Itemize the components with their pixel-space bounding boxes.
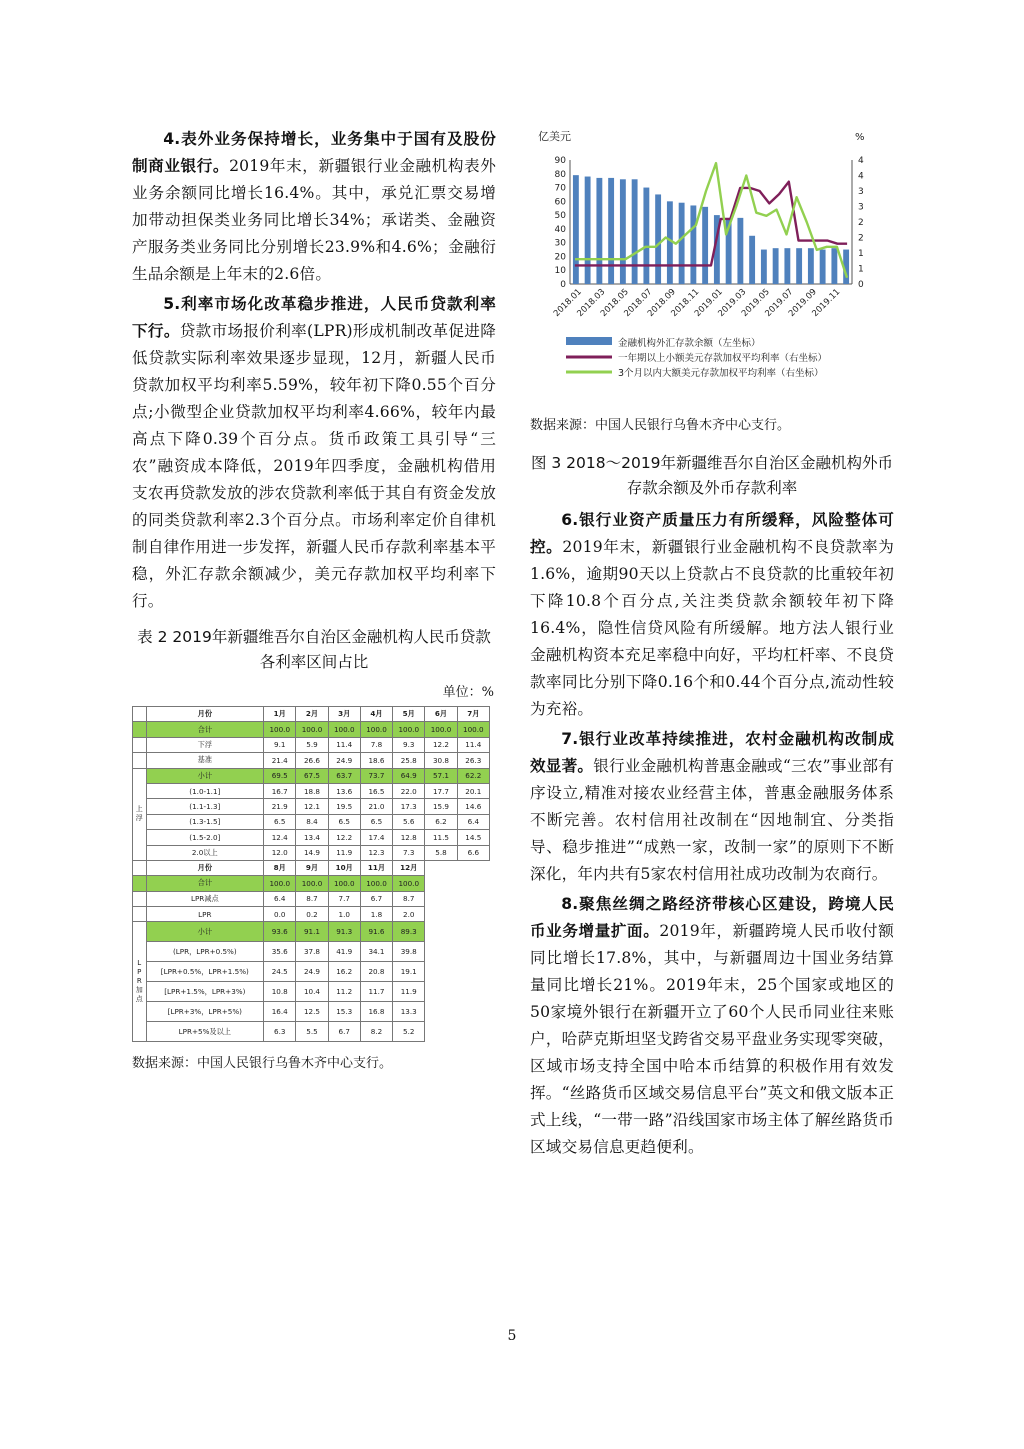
group-cell [133, 753, 147, 768]
cell-value: 8.4 [296, 814, 328, 829]
paragraph-body: 银行业金融机构普惠金融或“三农”事业部有序设立,精准对接农业经营主体，普惠金融服务体系不断完善。农村信用社改制在“因地制宜、分类指导、稳步推进”“成熟一家，改制一家”的原则下不断深化，年内共有5家农村信用社成功改制为农商行。 [530, 757, 894, 883]
cell-value: 100.0 [296, 876, 328, 891]
cell-value: 11.4 [328, 737, 360, 752]
cell-value: 18.8 [296, 783, 328, 798]
month-header-label: 月份 [146, 860, 264, 875]
cell-value: 16.7 [264, 783, 296, 798]
deposit-bar [655, 194, 661, 284]
deposit-chart [530, 126, 894, 400]
deposit-bar [737, 218, 743, 284]
y-left-tick-label: 40 [554, 224, 566, 235]
y-left-tick-label: 90 [554, 156, 566, 166]
row-label: [LPR+1.5%，LPR+3%) [146, 982, 264, 1002]
cell-value: 6.2 [425, 814, 457, 829]
x-tick-label: 2018.05 [598, 287, 631, 319]
row-label: 2.0以上 [146, 845, 264, 860]
y-left-tick-label: 10 [554, 266, 566, 277]
x-tick-label: 2018.09 [645, 287, 678, 319]
y-left-tick-label: 50 [554, 211, 566, 222]
cell-value: 100.0 [425, 722, 457, 737]
cell-value: 15.9 [425, 799, 457, 814]
row-label: LPR [146, 907, 264, 922]
legend-label: 一年期以上小额美元存款加权平均利率（右坐标） [618, 353, 828, 364]
cell-value: 64.9 [393, 768, 425, 783]
paragraph-body: 2019年，新疆跨境人民币收付额同比增长17.8%，其中，与新疆周边十国业务结算量同比增长21%。2019年末，25个国家或地区的50家境外银行在新疆开立了60个人民币同业往来账户，哈萨克斯坦坚戈跨省交易平盘业务实现零突破，区域市场支持全国中哈本币结算的积极作用有效发挥。“丝路货币区域交易信息平台”英文和俄文版本正式上线，“一带一路”沿线国家市场主体了解丝路货币区域交易信息更趋便利。 [530, 922, 894, 1156]
cell-value: 17.3 [393, 799, 425, 814]
cell-value: 19.5 [328, 799, 360, 814]
deposit-bar [796, 248, 802, 284]
rate-distribution-table [132, 706, 490, 1042]
cell-value: 100.0 [328, 876, 360, 891]
table-row [133, 799, 490, 814]
cell-value: 5.5 [296, 1022, 328, 1042]
table-unit: 单位：% [442, 685, 494, 700]
cell-value: 11.7 [360, 982, 392, 1002]
month-header: 8月 [264, 860, 296, 875]
paragraph-interest-rate [132, 291, 496, 615]
month-header: 10月 [328, 860, 360, 875]
cell-value: 1.8 [360, 907, 392, 922]
right-axis-unit: % [855, 132, 865, 143]
table-row [133, 737, 490, 752]
deposit-bar [761, 250, 767, 284]
month-header: 7月 [457, 707, 489, 722]
y-right-tick-label: 3 [858, 187, 864, 197]
deposit-bar [632, 179, 638, 284]
deposit-bar [749, 236, 755, 284]
cell-value: 14.5 [457, 830, 489, 845]
cell-value: 6.5 [264, 814, 296, 829]
paragraph-heading: 8.聚焦丝绸之路经济带核心区建设，跨境人民币业务增量扩面。 [530, 895, 894, 940]
cell-value: 13.3 [393, 1002, 425, 1022]
cell-value: 35.6 [264, 942, 296, 962]
row-label: 合计 [146, 876, 264, 891]
y-right-tick-label: 2 [858, 218, 864, 228]
y-left-tick-label: 60 [554, 197, 566, 208]
cell-value: 14.9 [296, 845, 328, 860]
cell-value: 6.5 [328, 814, 360, 829]
cell-value: 7.7 [328, 891, 360, 906]
y-right-tick-label: 3 [858, 202, 864, 213]
x-tick-label: 2019.03 [716, 287, 749, 319]
group-label-text: LPR加点 [135, 959, 143, 1004]
page-number: 5 [507, 1328, 517, 1344]
cell-value: 10.4 [296, 982, 328, 1002]
corner-cell [133, 860, 147, 875]
cell-value: 6.4 [457, 814, 489, 829]
y-left-tick-label: 0 [560, 280, 566, 290]
table-row [133, 876, 490, 891]
row-label: LPR减点 [146, 891, 264, 906]
cell-value: 19.1 [393, 962, 425, 982]
cell-value: 9.1 [264, 737, 296, 752]
month-header: 3月 [328, 707, 360, 722]
row-label: LPR+5%及以上 [146, 1022, 264, 1042]
right-column [530, 126, 894, 1161]
paragraph-cross-border-rmb [530, 891, 894, 1161]
table-source: 数据来源：中国人民银行乌鲁木齐中心支行。 [132, 1056, 393, 1072]
table-row [133, 922, 490, 942]
cell-value: 16.2 [328, 962, 360, 982]
cell-value: 62.2 [457, 768, 489, 783]
cell-value: 8.2 [360, 1022, 392, 1042]
group-cell [133, 722, 147, 737]
month-header: 12月 [393, 860, 425, 875]
y-right-tick-label: 4 [858, 171, 864, 182]
table-row [133, 783, 490, 798]
cell-value: 8.7 [296, 891, 328, 906]
cell-value: 7.3 [393, 845, 425, 860]
cell-value: 73.7 [360, 768, 392, 783]
deposit-bar [702, 207, 708, 284]
cell-value: 21.0 [360, 799, 392, 814]
group-cell [133, 907, 147, 922]
cell-value: 24.9 [296, 962, 328, 982]
paragraph-bank-reform [530, 726, 894, 888]
row-label: [LPR+0.5%，LPR+1.5%) [146, 962, 264, 982]
paragraph-body: 贷款市场报价利率(LPR)形成机制改革促进降低贷款实际利率效果逐步显现，12月，新疆人民币贷款加权平均利率5.59%，较年初下降0.55个百分点;小微型企业贷款加权平均利率4.66%，较年内最高点下降0.39个百分点。货币政策工具引导“三农”融资成本降低，2019年四季度，金融机构借用支农再贷款发放的涉农贷款利率低于其自有资金发放的同类贷款利率2.3个百分点。市场利率定价自律机制自律作用进一步发挥，新疆人民币存款利率基本平稳，外汇存款余额减少，美元存款加权平均利率下行。 [132, 322, 497, 610]
table-row [133, 814, 490, 829]
cell-value: 0.2 [296, 907, 328, 922]
row-label: (LPR，LPR+0.5%) [146, 942, 264, 962]
cell-value: 16.8 [360, 1002, 392, 1022]
row-label: 小计 [146, 922, 264, 942]
cell-value: 67.5 [296, 768, 328, 783]
cell-value: 63.7 [328, 768, 360, 783]
month-header: 5月 [393, 707, 425, 722]
cell-value: 12.1 [296, 799, 328, 814]
cell-value: 16.5 [360, 783, 392, 798]
cell-value: 100.0 [360, 876, 392, 891]
cell-value: 25.8 [393, 753, 425, 768]
table-row [133, 830, 490, 845]
corner-cell [133, 707, 147, 722]
row-label: (1.5-2.0] [146, 830, 264, 845]
legend-swatch [566, 337, 612, 345]
cell-value: 69.5 [264, 768, 296, 783]
cell-value: 34.1 [360, 942, 392, 962]
cell-value: 6.6 [457, 845, 489, 860]
cell-value: 93.6 [264, 922, 296, 942]
table-row [133, 1022, 490, 1042]
cell-value: 100.0 [328, 722, 360, 737]
cell-value: 100.0 [393, 876, 425, 891]
deposit-bar [679, 203, 685, 284]
row-label: 下浮 [146, 737, 264, 752]
cell-value: 17.7 [425, 783, 457, 798]
cell-value: 6.7 [360, 891, 392, 906]
cell-value: 100.0 [264, 722, 296, 737]
row-label: (1.0-1.1] [146, 783, 264, 798]
cell-value: 12.4 [264, 830, 296, 845]
row-label: 基准 [146, 753, 264, 768]
cell-value: 12.3 [360, 845, 392, 860]
deposit-bar [596, 178, 602, 284]
chart-source: 数据来源：中国人民银行乌鲁木齐中心支行。 [530, 418, 791, 433]
cell-value: 100.0 [296, 722, 328, 737]
table-row [133, 891, 490, 906]
cell-value: 6.5 [360, 814, 392, 829]
group-cell [133, 737, 147, 752]
y-right-tick-label: 0 [858, 280, 864, 290]
deposit-bar [620, 179, 626, 284]
cell-value: 21.9 [264, 799, 296, 814]
month-header-label: 月份 [146, 707, 264, 722]
month-header: 11月 [360, 860, 392, 875]
legend-label: 金融机构外汇存款余额（左坐标） [618, 338, 761, 349]
deposit-bar [773, 248, 779, 284]
cell-value: 13.4 [296, 830, 328, 845]
table-row [133, 753, 490, 768]
table-row [133, 845, 490, 860]
y-left-tick-label: 30 [554, 238, 566, 249]
table-row [133, 982, 490, 1002]
row-label: (1.3-1.5] [146, 814, 264, 829]
cell-value: 10.8 [264, 982, 296, 1002]
cell-value: 91.1 [296, 922, 328, 942]
cell-value: 5.9 [296, 737, 328, 752]
y-right-tick-label: 2 [858, 233, 864, 244]
month-header: 4月 [360, 707, 392, 722]
cell-value: 8.7 [393, 891, 425, 906]
cell-value: 21.4 [264, 753, 296, 768]
left-axis-unit: 亿美元 [538, 130, 571, 143]
month-header: 6月 [425, 707, 457, 722]
cell-value: 91.6 [360, 922, 392, 942]
x-tick-label: 2019.07 [763, 287, 796, 319]
x-tick-label: 2018.01 [551, 287, 584, 319]
table-row [133, 942, 490, 962]
cell-value: 20.1 [457, 783, 489, 798]
x-tick-label: 2019.09 [786, 287, 819, 319]
row-label: 合计 [146, 722, 264, 737]
table-row [133, 1002, 490, 1022]
paragraph-off-balance [132, 126, 496, 288]
deposit-chart-svg [530, 126, 894, 396]
paragraph-body: 2019年末，新疆银行业金融机构不良贷款率为1.6%，逾期90天以上贷款占不良贷款的比重较年初下降10.8个百分点,关注类贷款余额较年初下降16.4%，隐性信贷风险有所缓解。地方法人银行业金融机构资本充足率稳中向好，平均杠杆率、不良贷款率同比分别下降0.16个和0.44个百分点,流动性较为充裕。 [530, 538, 894, 718]
cell-value: 100.0 [360, 722, 392, 737]
group-label [133, 922, 147, 1042]
cell-value: 26.6 [296, 753, 328, 768]
cell-value: 13.6 [328, 783, 360, 798]
row-label: 小计 [146, 768, 264, 783]
row-label: (1.1-1.3] [146, 799, 264, 814]
cell-value: 20.8 [360, 962, 392, 982]
cell-value: 37.8 [296, 942, 328, 962]
table-row [133, 907, 490, 922]
cell-value: 12.8 [393, 830, 425, 845]
cell-value: 1.0 [328, 907, 360, 922]
cell-value: 5.8 [425, 845, 457, 860]
cell-value: 7.8 [360, 737, 392, 752]
cell-value: 24.5 [264, 962, 296, 982]
month-header: 2月 [296, 707, 328, 722]
x-tick-label: 2019.11 [810, 287, 843, 319]
deposit-bar [608, 178, 614, 284]
paragraph-heading: 5.利率市场化改革稳步推进，人民币贷款利率下行。 [132, 295, 496, 340]
cell-value: 91.3 [328, 922, 360, 942]
table-row [133, 722, 490, 737]
cell-value: 14.6 [457, 799, 489, 814]
cell-value: 11.2 [328, 982, 360, 1002]
cell-value: 6.7 [328, 1022, 360, 1042]
left-column [132, 126, 496, 1071]
cell-value: 12.2 [328, 830, 360, 845]
x-tick-label: 2019.01 [692, 287, 725, 319]
cell-value: 2.0 [393, 907, 425, 922]
table-row [133, 962, 490, 982]
x-tick-label: 2018.11 [669, 287, 702, 319]
cell-value: 11.9 [328, 845, 360, 860]
y-left-tick-label: 80 [554, 169, 566, 180]
deposit-bar [808, 248, 814, 284]
group-label-text: 上浮 [135, 805, 143, 823]
table-header-row [133, 860, 490, 875]
table-row [133, 768, 490, 783]
cell-value: 30.8 [425, 753, 457, 768]
deposit-bar [643, 188, 649, 284]
cell-value: 15.3 [328, 1002, 360, 1022]
cell-value: 11.5 [425, 830, 457, 845]
cell-value: 0.0 [264, 907, 296, 922]
deposit-bar [573, 175, 579, 284]
cell-value: 16.4 [264, 1002, 296, 1022]
y-left-tick-label: 20 [554, 252, 566, 263]
deposit-bar [820, 250, 826, 284]
cell-value: 57.1 [425, 768, 457, 783]
cell-value: 100.0 [457, 722, 489, 737]
cell-value: 26.3 [457, 753, 489, 768]
cell-value: 11.4 [457, 737, 489, 752]
group-label [133, 768, 147, 860]
y-right-tick-label: 1 [858, 249, 864, 259]
cell-value: 100.0 [393, 722, 425, 737]
x-tick-label: 2019.05 [739, 287, 772, 319]
cell-value: 9.3 [393, 737, 425, 752]
deposit-bar [690, 205, 696, 284]
x-tick-label: 2018.07 [622, 287, 655, 319]
month-header: 1月 [264, 707, 296, 722]
deposit-bar [831, 248, 837, 284]
cell-value: 18.6 [360, 753, 392, 768]
cell-value: 89.3 [393, 922, 425, 942]
cell-value: 17.4 [360, 830, 392, 845]
cell-value: 22.0 [393, 783, 425, 798]
paragraph-heading: 7.银行业改革持续推进，农村金融机构改制成效显著。 [530, 730, 894, 775]
table-header-row [133, 707, 490, 722]
y-right-tick-label: 4 [858, 156, 864, 166]
cell-value: 12.5 [296, 1002, 328, 1022]
x-tick-label: 2018.03 [575, 287, 608, 319]
legend-label: 3个月以内大额美元存款加权平均利率（右坐标） [618, 368, 824, 379]
paragraph-asset-quality [530, 507, 894, 723]
cell-value: 39.8 [393, 942, 425, 962]
cell-value: 12.2 [425, 737, 457, 752]
cell-value: 41.9 [328, 942, 360, 962]
cell-value: 12.0 [264, 845, 296, 860]
group-cell [133, 891, 147, 906]
cell-value: 100.0 [264, 876, 296, 891]
figure-caption: 图 3 2018～2019年新疆维吾尔自治区金融机构外币存款余额及外币存款利率 [530, 454, 894, 497]
month-header: 9月 [296, 860, 328, 875]
deposit-bar [585, 177, 591, 284]
group-cell [133, 876, 147, 891]
cell-value: 5.2 [393, 1022, 425, 1042]
y-left-tick-label: 70 [554, 183, 566, 194]
paragraph-heading: 4.表外业务保持增长，业务集中于国有及股份制商业银行。 [132, 130, 496, 175]
y-right-tick-label: 1 [858, 264, 864, 275]
cell-value: 6.4 [264, 891, 296, 906]
paragraph-body: 2019年末，新疆银行业金融机构表外业务余额同比增长16.4%。其中，承兑汇票交易增加带动担保类业务同比增长34%；承诺类、金融资产服务类业务同比分别增长23.9%和4.6%；金融衍生品余额是上年末的2.6倍。 [132, 157, 496, 283]
cell-value: 11.9 [393, 982, 425, 1002]
cell-value: 5.6 [393, 814, 425, 829]
cell-value: 6.3 [264, 1022, 296, 1042]
paragraph-heading: 6.银行业资产质量压力有所缓释，风险整体可控。 [530, 511, 894, 556]
row-label: [LPR+3%，LPR+5%) [146, 1002, 264, 1022]
deposit-bar [784, 248, 790, 284]
cell-value: 24.9 [328, 753, 360, 768]
table-caption: 表 2 2019年新疆维吾尔自治区金融机构人民币贷款各利率区间占比 [137, 628, 491, 671]
